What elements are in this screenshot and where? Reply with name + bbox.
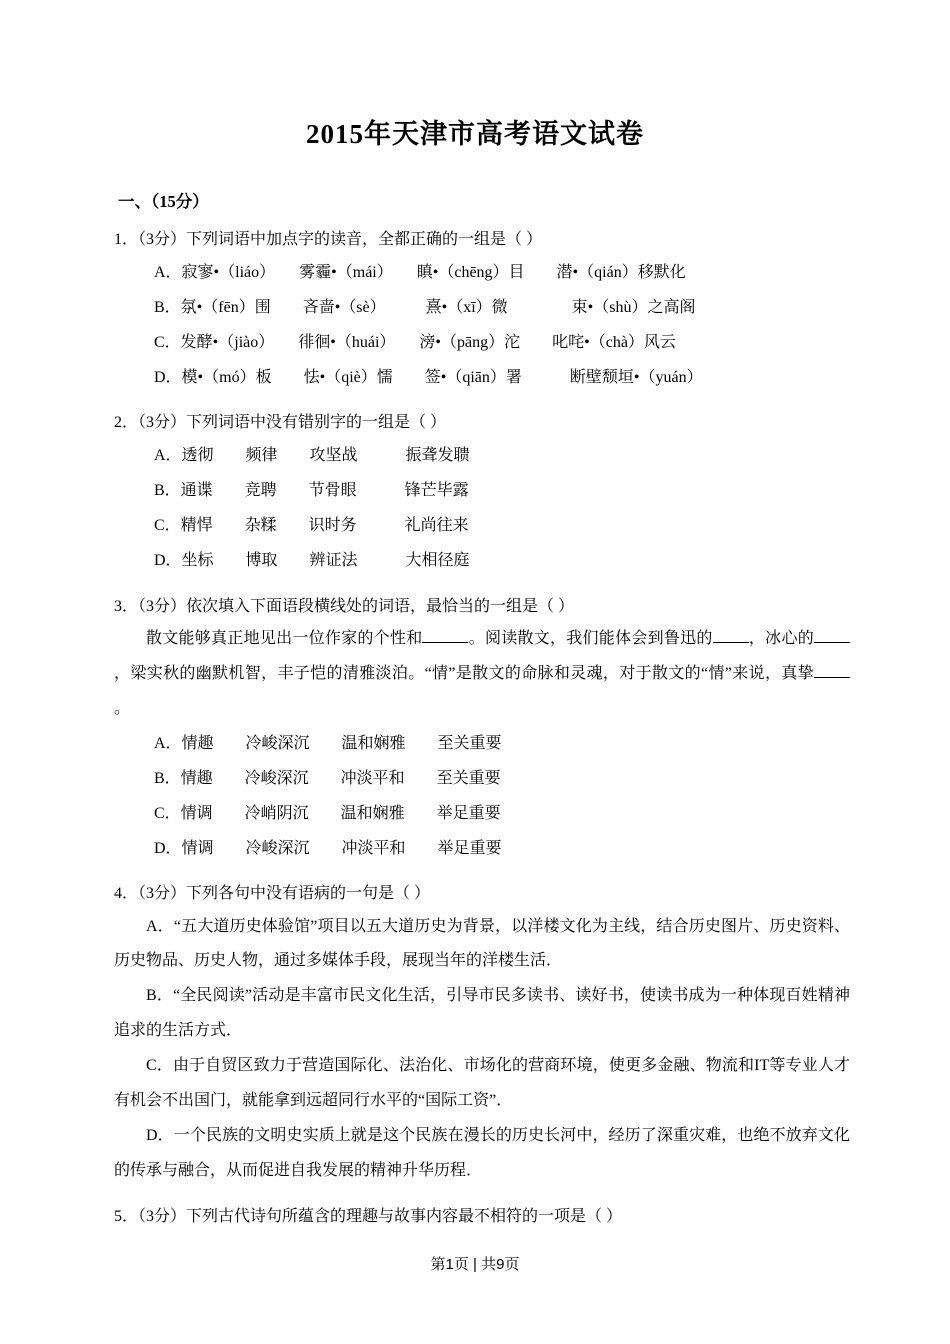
passage-blank-2 [713, 642, 749, 643]
question-1-stem: 1．（3分）下列词语中加点字的读音，全都正确的一组是（ ） [114, 231, 543, 249]
question-4-option-d[interactable]: D．一个民族的文明史实质上就是这个民族在漫长的历史长河中，经历了深重灾难，也绝不放弃文化的传承与融合，从而促进自我发展的精神升华历程． [114, 1126, 850, 1179]
section-heading: 一、（15分） [118, 192, 209, 212]
passage-blank-4 [814, 677, 850, 678]
question-1-option-d[interactable]: D．模•（mó）板 怯•（qiè）懦 签•（qiān）署 断壁颓垣•（yuán） [154, 369, 703, 387]
question-1-option-a[interactable]: A．寂寥•（liáo） 雾霾•（mái） 瞋•（chēng）目 潜•（qián）移默化 [154, 264, 686, 282]
passage-segment-2: 。阅读散文，我们能体会到鲁迅的 [468, 629, 713, 647]
question-2-option-b[interactable]: B．通谍 竞聘 节骨眼 锋芒毕露 [154, 482, 469, 500]
passage-blank-3 [814, 642, 850, 643]
question-2-option-d[interactable]: D．坐标 博取 辨证法 大相径庭 [154, 552, 470, 570]
question-2-option-c[interactable]: C．精悍 杂糅 识时务 礼尚往来 [154, 517, 469, 535]
question-3-option-b[interactable]: B．情趣 冷峻深沉 冲淡平和 至关重要 [154, 770, 501, 788]
page-footer: 第1页 | 共9页 [430, 1256, 520, 1273]
question-3-passage [100, 622, 850, 727]
question-1 [100, 228, 850, 395]
passage-segment-1: 散文能够真正地见出一位作家的个性和 [146, 629, 423, 647]
passage-segment-4: ，梁实秋的幽默机智，丰子恺的清雅淡泊。“情”是散文的命脉和灵魂，对于散文的“情”来说，真挚 [114, 664, 814, 682]
question-4-option-a[interactable]: A．“五大道历史体验馆”项目以五大道历史为背景，以洋楼文化为主线，结合历史图片、历史资料、历史物品、历史人物，通过多媒体手段，展现当年的洋楼生活． [114, 917, 850, 970]
question-5 [100, 1205, 850, 1228]
passage-segment-3: ，冰心的 [748, 629, 814, 647]
passage-segment-5: 。 [114, 699, 131, 717]
question-4-option-c[interactable]: C．由于自贸区致力于营造国际化、法治化、市场化的营商环境，使更多金融、物流和IT等专业人才有机会不出国门，就能拿到远超同行水平的“国际工资”． [114, 1057, 850, 1109]
question-3 [100, 595, 850, 867]
question-2-stem: 2．（3分）下列词语中没有错别字的一组是（ ） [114, 414, 447, 432]
question-1-option-c[interactable]: C．发酵•（jiào） 徘徊•（huái） 滂•（pāng）沱 叱咤•（chà）风云 [154, 334, 676, 352]
question-3-option-a[interactable]: A．情趣 冷峻深沉 温和娴雅 至关重要 [154, 735, 502, 753]
page-title: 2015年天津市高考语文试卷 [306, 119, 644, 149]
question-4-stem: 4．（3分）下列各句中没有语病的一句是（ ） [114, 885, 431, 903]
question-4-option-b[interactable]: B．“全民阅读”活动是丰富市民文化生活，引导市民多读书、读好书，使读书成为一种体现百姓精神追求的生活方式． [114, 987, 850, 1040]
question-1-option-b[interactable]: B．氛•（fēn）围 吝啬•（sè） 熹•（xī）微 束•（shù）之高阁 [154, 299, 696, 317]
question-3-option-c[interactable]: C．情调 冷峭阴沉 温和娴雅 举足重要 [154, 805, 501, 823]
question-4 [100, 882, 850, 1188]
question-5-stem: 5．（3分）下列古代诗句所蕴含的理趣与故事内容最不相符的一项是（ ） [114, 1207, 623, 1225]
question-3-stem: 3．（3分）依次填入下面语段横线处的词语，最恰当的一组是（ ） [114, 597, 575, 615]
question-2-option-a[interactable]: A．透彻 频律 攻坚战 振聋发聩 [154, 447, 470, 465]
question-2 [100, 411, 850, 578]
question-3-option-d[interactable]: D．情调 冷峻深沉 冲淡平和 举足重要 [154, 840, 502, 858]
passage-blank-1 [422, 642, 468, 643]
